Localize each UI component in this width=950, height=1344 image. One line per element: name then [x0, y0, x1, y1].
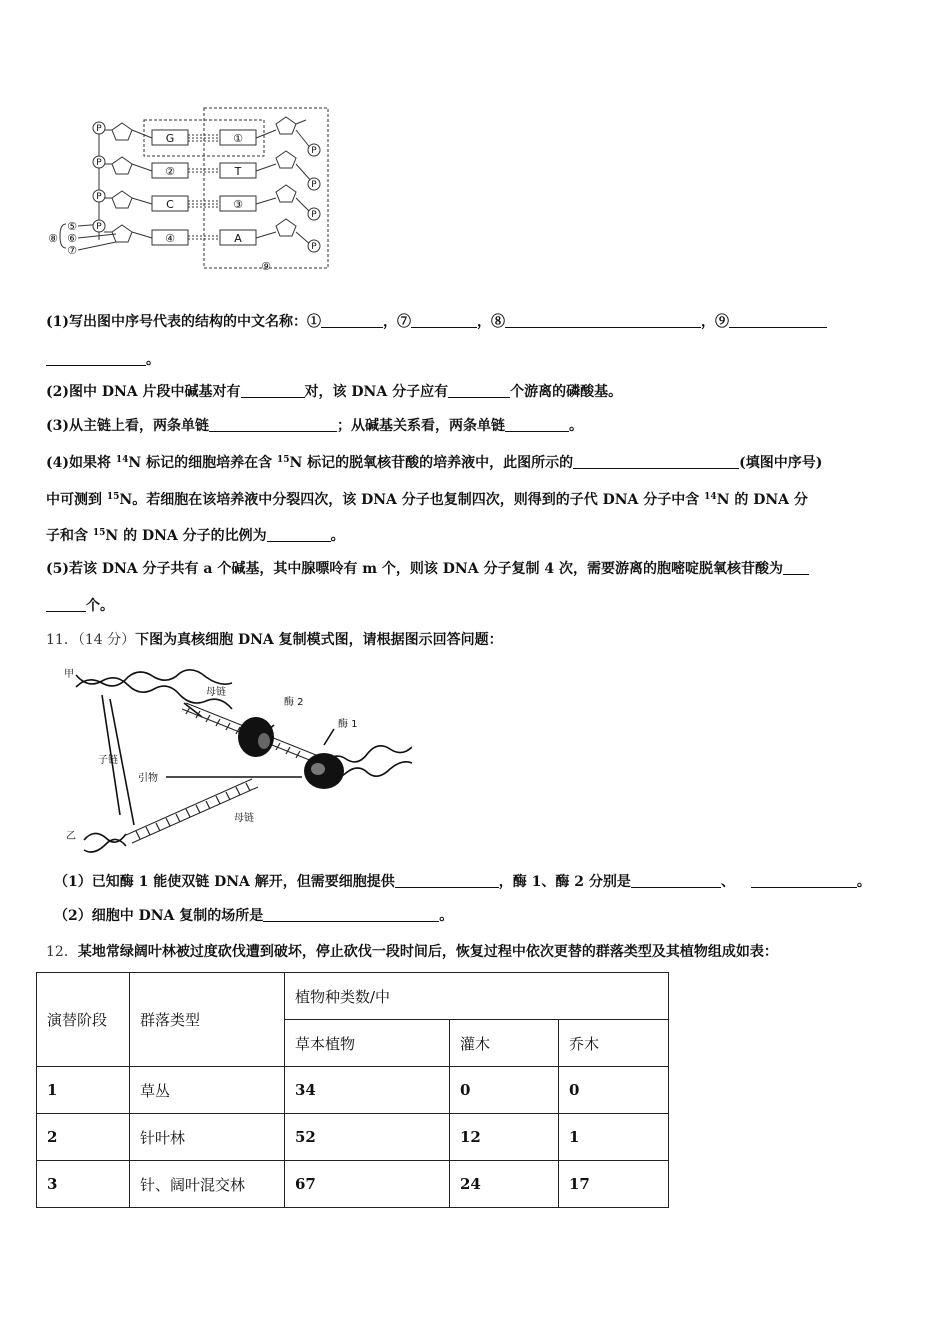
answer-blank[interactable]: [729, 313, 827, 328]
header-herb: 草本植物: [285, 1020, 450, 1067]
cell-shrub: 12: [450, 1114, 559, 1161]
header-tree: 乔木: [559, 1020, 669, 1067]
enzyme-1-shape: [304, 753, 344, 789]
base-left-2: ②: [165, 165, 175, 178]
header-species: 植物种类数/中: [285, 973, 669, 1020]
phosphate-label: P: [311, 146, 317, 156]
answer-blank[interactable]: [321, 313, 383, 328]
answer-blank[interactable]: [505, 417, 569, 432]
answer-blank[interactable]: [751, 873, 857, 888]
label-parent-top: 母链: [206, 687, 226, 698]
cell-type: 针叶林: [130, 1114, 285, 1161]
label-yi: 乙: [66, 831, 76, 842]
base-right-3: ③: [233, 198, 243, 211]
cell-stage: 1: [37, 1067, 130, 1114]
dna-structure-diagram: [44, 100, 334, 276]
q11-part1: （1）已知酶 1 能使双链 DNA 解开，但需要细胞提供 ，酶 1、酶 2 分别是 、 。: [54, 874, 871, 890]
cell-herb: 52: [285, 1114, 450, 1161]
cell-stage: 2: [37, 1114, 130, 1161]
q10-part1: (1)写出图中序号代表的结构的中文名称：① ，⑦ ，⑧ ，⑨: [46, 312, 827, 332]
header-type: 群落类型: [130, 973, 285, 1067]
base-right-2: T: [234, 165, 242, 178]
table-row: [37, 1161, 669, 1208]
enzyme-2-shape: [238, 717, 274, 757]
cell-tree: 1: [559, 1114, 669, 1161]
cell-type: 草丛: [130, 1067, 285, 1114]
q11-part2: （2）细胞中 DNA 复制的场所是 。: [54, 908, 454, 924]
label-primer: 引物: [138, 773, 158, 784]
base-left-3: C: [166, 198, 174, 211]
answer-blank[interactable]: [209, 417, 337, 432]
base-right-1: ①: [233, 132, 243, 145]
q10-part2: (2)图中 DNA 片段中碱基对有 对，该 DNA 分子应有 个游离的磷酸基。: [46, 384, 623, 400]
phosphate-label: P: [311, 242, 317, 252]
label-6: ⑥: [67, 232, 77, 245]
phosphate-label: P: [96, 222, 102, 232]
answer-blank[interactable]: [573, 454, 739, 469]
label-enzyme2: 酶 2: [284, 697, 304, 708]
cell-shrub: 24: [450, 1161, 559, 1208]
answer-blank[interactable]: [505, 313, 701, 328]
table-row: [37, 1067, 669, 1114]
header-shrub: 灌木: [450, 1020, 559, 1067]
dna-replication-diagram: [62, 665, 412, 860]
answer-blank[interactable]: [448, 383, 510, 398]
q10-part4: (4)如果将 $^{14}$N 标记的细胞培养在含 $^{15}$N 标记的脱氧核苷酸的培养液中，此图所示的 (填图中序号): [46, 455, 823, 471]
label-enzyme1: 酶 1: [338, 719, 358, 730]
base-left-1: G: [165, 132, 175, 145]
answer-blank[interactable]: [46, 597, 86, 612]
phosphate-label: P: [311, 180, 317, 190]
answer-blank[interactable]: [631, 873, 721, 888]
label-5: ⑤: [67, 220, 77, 233]
cell-tree: 0: [559, 1067, 669, 1114]
phosphate-label: P: [96, 192, 102, 202]
cell-type: 针、阔叶混交林: [130, 1161, 285, 1208]
bottom-ladder-rungs: [136, 783, 250, 839]
answer-blank[interactable]: [783, 560, 809, 575]
cell-herb: 34: [285, 1067, 450, 1114]
label-7: ⑦: [67, 244, 77, 257]
cell-tree: 17: [559, 1161, 669, 1208]
q10-part4-cont: 中可测到 $^{15}$N。若细胞在该培养液中分裂四次，该 DNA 分子也复制四次，则得到的子代 DNA 分子中含 $^{14}$N 的 DNA 分: [46, 492, 808, 508]
answer-blank[interactable]: [267, 527, 331, 542]
q10-part3: (3)从主链上看，两条单链 ；从碱基关系看，两条单链 。: [46, 418, 583, 434]
succession-table: [36, 972, 669, 1208]
label-parent-bottom: 母链: [234, 813, 254, 824]
answer-blank[interactable]: [263, 907, 439, 922]
phosphate-label: P: [96, 124, 102, 134]
phosphate-label: P: [311, 210, 317, 220]
cell-shrub: 0: [450, 1067, 559, 1114]
question-number: 11．（14 分）: [46, 632, 136, 648]
answer-blank[interactable]: [395, 873, 499, 888]
q11-stem: 11．（14 分）下图为真核细胞 DNA 复制模式图，请根据图示回答问题：: [46, 632, 503, 648]
answer-blank[interactable]: [46, 351, 146, 366]
q10-part1-cont: 。: [46, 350, 160, 370]
label-9: ⑨: [261, 260, 271, 273]
header-stage: 演替阶段: [37, 973, 130, 1067]
label-jia: 甲: [64, 669, 74, 680]
q10-part4-cont2: 子和含 $^{15}$N 的 DNA 分子的比例为 。: [46, 528, 345, 544]
question-number: 12．: [46, 944, 78, 960]
q12-stem: 12．某地常绿阔叶林被过度砍伐遭到破坏，停止砍伐一段时间后，恢复过程中依次更替的群落类型及其植物组成如表：: [46, 944, 778, 960]
base-left-4: ④: [165, 232, 175, 245]
cell-stage: 3: [37, 1161, 130, 1208]
label-8: ⑧: [48, 232, 58, 245]
q10-part5-cont: 个。: [46, 596, 114, 616]
label-daughter: 子链: [98, 755, 118, 766]
table-row: [37, 1114, 669, 1161]
answer-blank[interactable]: [241, 383, 305, 398]
phosphate-label: P: [96, 158, 102, 168]
answer-blank[interactable]: [411, 313, 477, 328]
q10-part5: (5)若该 DNA 分子共有 a 个碱基，其中腺嘌呤有 m 个，则该 DNA 分子复制 4 次，需要游离的胞嘧啶脱氧核苷酸为: [46, 559, 809, 579]
base-right-4: A: [234, 232, 242, 245]
cell-herb: 67: [285, 1161, 450, 1208]
